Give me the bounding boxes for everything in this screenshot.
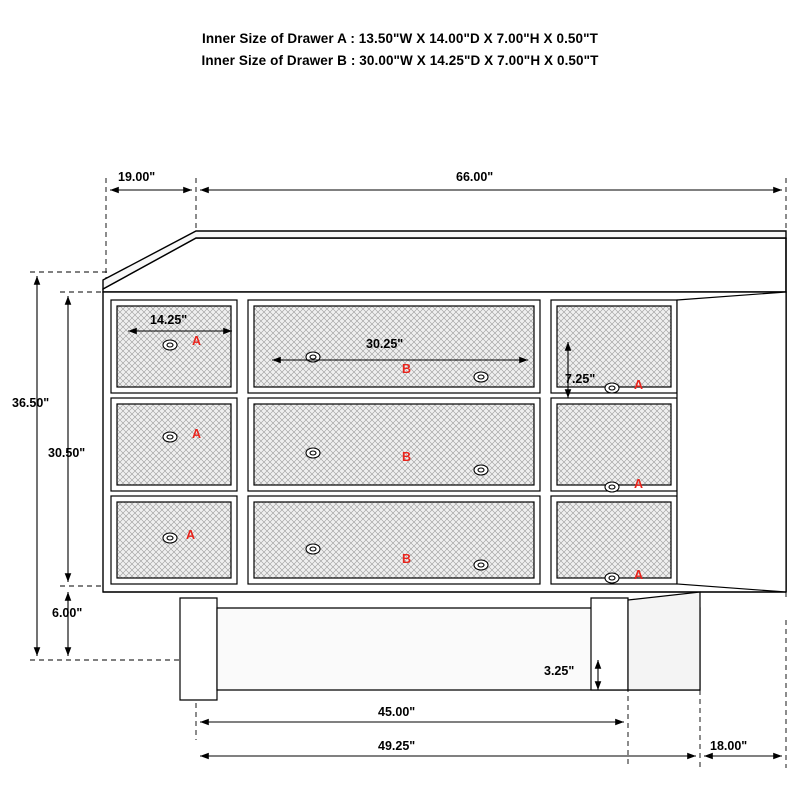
dim-base-inner: 45.00" xyxy=(378,705,416,719)
base-legs xyxy=(103,592,786,700)
label-b-bot-center: B xyxy=(402,552,412,566)
label-a-top-right: A xyxy=(634,378,644,392)
label-b-mid-center: B xyxy=(402,450,412,464)
dim-base-outer: 49.25" xyxy=(378,739,416,753)
cabinet-right-side xyxy=(677,292,786,592)
dim-base-depth-offset: 3.25" xyxy=(544,664,575,678)
label-a-mid-left: A xyxy=(192,427,202,441)
dim-case-height: 30.50" xyxy=(48,446,86,460)
dim-depth-top: 19.00" xyxy=(118,170,156,184)
label-b-top-center: B xyxy=(402,362,412,376)
label-a-bot-left: A xyxy=(186,528,196,542)
dim-drawer-a-height: 7.25" xyxy=(565,372,596,386)
dim-side-depth: 18.00" xyxy=(710,739,748,753)
dim-width-top: 66.00" xyxy=(456,170,494,184)
dim-drawer-a-width: 14.25" xyxy=(150,313,188,327)
dim-leg-height: 6.00" xyxy=(52,606,83,620)
label-a-top-left: A xyxy=(192,334,202,348)
dim-total-height: 36.50" xyxy=(12,396,50,410)
header-line-2: Inner Size of Drawer B : 30.00"W X 14.25"D X 7.00"H X 0.50"T xyxy=(201,53,599,68)
header-line-1: Inner Size of Drawer A : 13.50"W X 14.00"D X 7.00"H X 0.50"T xyxy=(201,31,598,46)
left-dimension-lines xyxy=(37,276,68,656)
label-a-bot-right: A xyxy=(634,568,644,582)
dim-drawer-b-width: 30.25" xyxy=(366,337,404,351)
label-a-mid-right: A xyxy=(634,477,644,491)
